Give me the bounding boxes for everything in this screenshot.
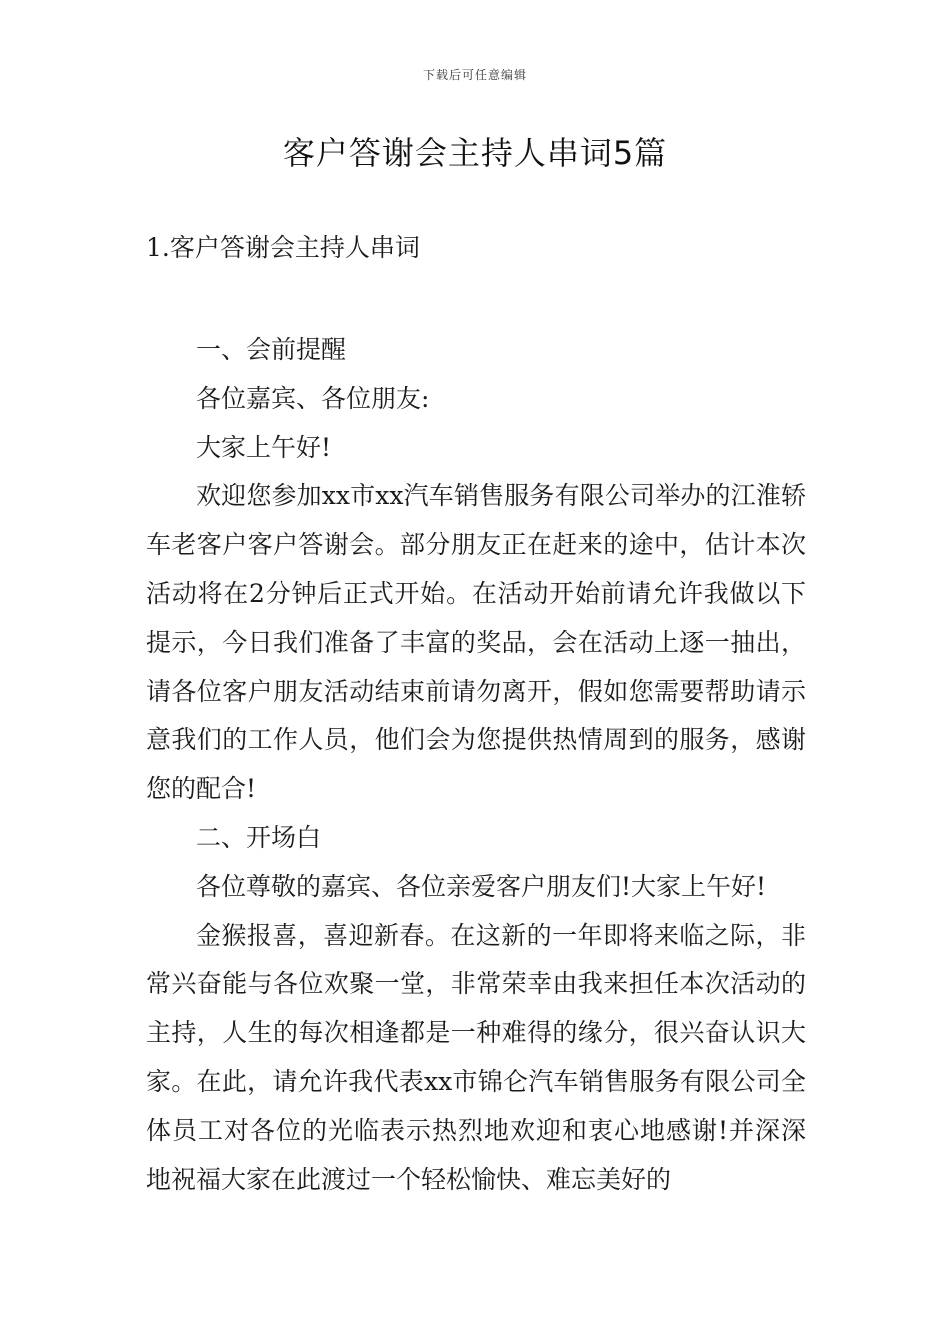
paragraph-welcome: 欢迎您参加xx市xx汽车销售服务有限公司举办的江淮轿车老客户客户答谢会。部分朋友正在赶来的途中，估计本次活动将在2分钟后正式开始。在活动开始前请允许我做以下提示，今日我们准备了丰富的奖品，会在活动上逐一抽出，请各位客户朋友活动结束前请勿离开，假如您需要帮助请示意我们的工作人员，他们会为您提供热情周到的服务，感谢您的配合!	[146, 481, 806, 804]
salutation-guests: 各位嘉宾、各位朋友:	[196, 383, 430, 413]
greeting-respected-guests: 各位尊敬的嘉宾、各位亲爱客户朋友们!大家上午好!	[196, 871, 767, 901]
page-header-note: 下载后可任意编辑	[422, 68, 527, 82]
greeting-morning: 大家上午好!	[196, 432, 332, 462]
document-title: 客户答谢会主持人串词5篇	[282, 134, 668, 172]
paragraph-new-year: 金猴报喜，喜迎新春。在这新的一年即将来临之际，非常兴奋能与各位欢聚一堂，非常荣幸由我来担任本次活动的主持，人生的每次相逢都是一种难得的缘分，很兴奋认识大家。在此，请允许我代表xx市锦仑汽车销售服务有限公司全体员工对各位的光临表示热烈地欢迎和衷心地感谢!并深深地祝福大家在此渡过一个轻松愉快、难忘美好的	[146, 920, 806, 1194]
section-title: 1.客户答谢会主持人串词	[146, 233, 420, 262]
heading-pre-meeting-reminder: 一、会前提醒	[196, 335, 347, 364]
heading-opening-remarks: 二、开场白	[196, 822, 322, 852]
document-body	[146, 326, 806, 1204]
